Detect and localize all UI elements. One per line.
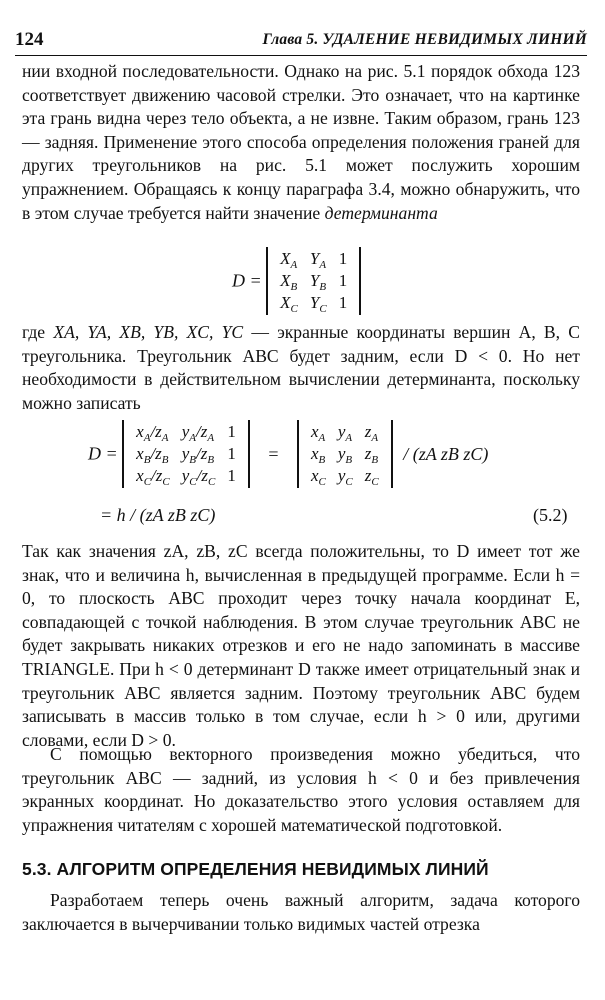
determinant-equation-2: [88, 420, 588, 488]
determinant-equation-1: [232, 247, 361, 315]
determinant-matrix-3: $x_A$ $y_A$ $z_A$ $x_B$ $y_B$ $z_B$ $x_C$ $y_C$ $z_C$: [297, 420, 393, 488]
paragraph-3: Так как значения zA, zB, zC всегда положительны, то D имеет тот же знак, что и величина h, вычисленная в предыдущей программе. Если h = 0, то плоскость ABC проходит через точку начала координат E, совпадающей с точкой наблюдения. В этом случае треугольник ABC не будет закрывать никаких отрезков и его не надо запоминать в массиве TRIANGLE. При h < 0 детерминант D также имеет отрицательный знак и треугольник ABC является задним. Поэтому треугольник ABC будем записывать в массив только в том случае, если h > 0 или, другими словами, если D > 0.: [22, 541, 580, 750]
paragraph-2: [22, 321, 580, 415]
paragraph-1-italic: детерминанта: [324, 202, 438, 223]
eq2-tail: / (zA zB zC): [403, 443, 489, 464]
equation-3: = h / (zA zB zC): [100, 505, 216, 525]
eq2-lhs: D =: [88, 443, 118, 464]
eq1-lhs: D =: [232, 270, 262, 291]
eq2-equals: =: [268, 443, 279, 464]
running-title: Глава 5. УДАЛЕНИЕ НЕВИДИМЫХ ЛИНИЙ: [262, 31, 587, 48]
page-number: 124: [15, 29, 44, 50]
paragraph-4: С помощью векторного произведения можно убедиться, что треугольник ABC — задний, из условия h < 0 и без привлечения экранных координат. Но доказательство этого условия оставляем для упражнения читателям с хорошей математической подготовкой.: [22, 744, 580, 835]
paragraph-2-text: — экранные координаты вершин A, B, C треугольника. Треугольник ABC будет задним, если D < 0. Но нет необходимости в действительном вычислении детерминанта, поскольку можно записать: [22, 322, 580, 413]
section-heading: 5.3. АЛГОРИТМ ОПРЕДЕЛЕНИЯ НЕВИДИМЫХ ЛИНИЙ: [22, 859, 489, 879]
paragraph-5: Разработаем теперь очень важный алгоритм, задача которого заключается в вычерчивании только видимых частей отрезка: [22, 890, 580, 934]
paragraph-2-intro: где: [22, 322, 46, 342]
paragraph-2-coords: XA, YA, XB, YB, XC, YC: [53, 322, 244, 342]
paragraph-1-text: нии входной последовательности. Однако на рис. 5.1 порядок обхода 123 соответствует движению часовой стрелки. Это означает, что на картинке эта грань видна через тело объекта, а не извне. Таким образом, грань 123 — задняя. Применение этого способа определения положения граней для других треугольников на рис. 5.1 может послужить хорошим упражнением. Обращаясь к концу параграфа 3.4, можно обнаружить, что в этом случае требуется найти значение: [22, 61, 580, 223]
paragraph-1: [22, 60, 580, 225]
equation-number: (5.2): [533, 505, 568, 525]
determinant-matrix-1: $X_A$ $Y_A$ 1 $X_B$ $Y_B$ 1 $X_C$ $Y_C$ 1: [266, 247, 361, 315]
header-rule: [15, 55, 587, 56]
determinant-matrix-2: $x_A/z_A$ $y_A/z_A$ 1 $x_B/z_B$ $y_B/z_B$ 1 $x_C/z_C$ $y_C/z_C$ 1: [122, 420, 250, 488]
page-header: [15, 29, 587, 51]
